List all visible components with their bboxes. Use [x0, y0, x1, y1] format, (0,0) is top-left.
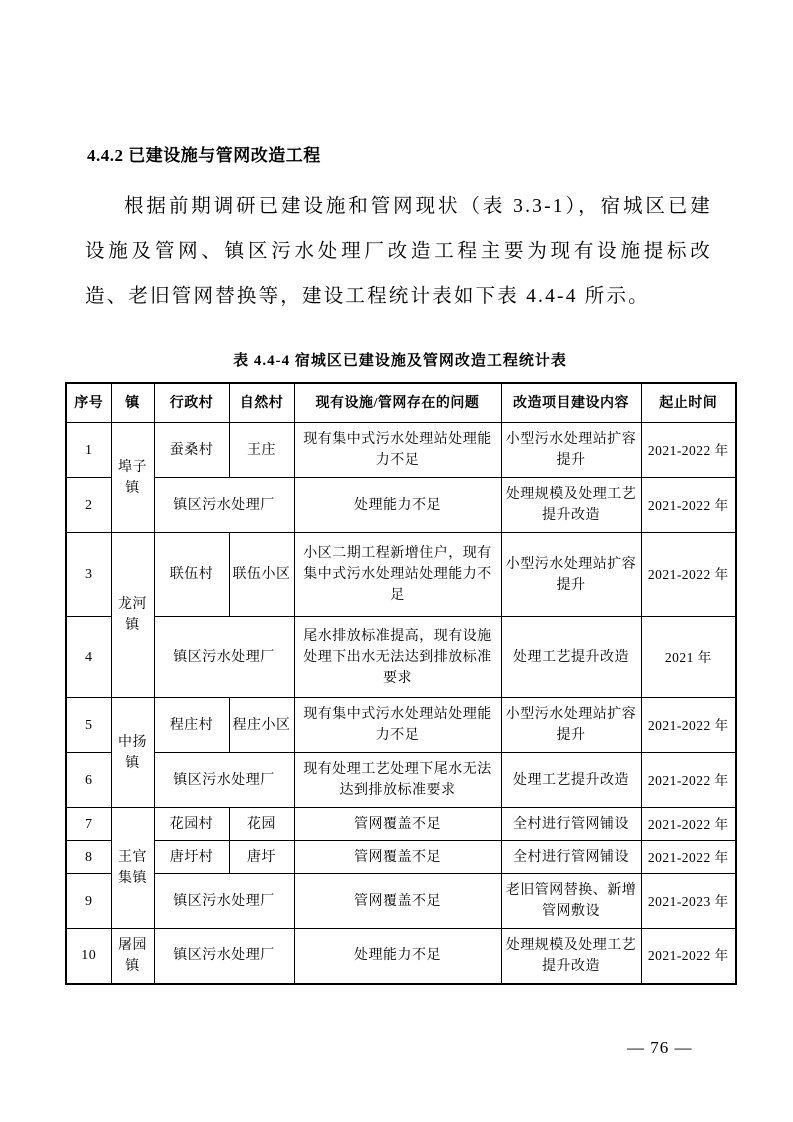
table-row — [66, 698, 736, 753]
table-row — [66, 808, 736, 841]
cell-town: 王官集镇 — [111, 808, 154, 929]
cell-no: 1 — [66, 423, 111, 478]
table-row — [66, 533, 736, 617]
cell-village: 程庄村 — [154, 698, 229, 753]
cell-no: 4 — [66, 617, 111, 698]
table-title: 表 4.4-4 宿城区已建设施及管网改造工程统计表 — [233, 353, 567, 369]
cell-no: 10 — [66, 929, 111, 984]
cell-project: 全村进行管网铺设 — [501, 841, 641, 874]
cell-problem: 管网覆盖不足 — [294, 841, 501, 874]
cell-problem: 处理能力不足 — [294, 929, 501, 984]
cell-period: 2021-2022 年 — [641, 698, 736, 753]
cell-project: 小型污水处理站扩容提升 — [501, 423, 641, 478]
cell-village: 花园村 — [154, 808, 229, 841]
cell-facility: 镇区污水处理厂 — [154, 874, 294, 929]
cell-no: 7 — [66, 808, 111, 841]
cell-problem: 现有处理工艺处理下尾水无法达到排放标准要求 — [294, 753, 501, 808]
cell-no: 2 — [66, 478, 111, 533]
column-header-village: 行政村 — [154, 383, 229, 423]
cell-project: 老旧管网替换、新增管网敷设 — [501, 874, 641, 929]
cell-period: 2021-2022 年 — [641, 841, 736, 874]
cell-project: 全村进行管网铺设 — [501, 808, 641, 841]
stats-table — [65, 382, 737, 985]
column-header-no: 序号 — [66, 383, 111, 423]
cell-period: 2021-2022 年 — [641, 808, 736, 841]
cell-town: 龙河镇 — [111, 533, 154, 698]
column-header-problem: 现有设施/管网存在的问题 — [294, 383, 501, 423]
cell-problem: 尾水排放标准提高，现有设施处理下出水无法达到排放标准要求 — [294, 617, 501, 698]
cell-project: 小型污水处理站扩容提升 — [501, 698, 641, 753]
column-header-town: 镇 — [111, 383, 154, 423]
cell-no: 9 — [66, 874, 111, 929]
cell-problem: 小区二期工程新增住户，现有集中式污水处理站处理能力不足 — [294, 533, 501, 617]
cell-problem: 管网覆盖不足 — [294, 874, 501, 929]
table-row — [66, 617, 736, 698]
cell-period: 2021-2022 年 — [641, 533, 736, 617]
cell-facility: 镇区污水处理厂 — [154, 478, 294, 533]
table-row — [66, 478, 736, 533]
cell-period: 2021-2022 年 — [641, 478, 736, 533]
table-row — [66, 841, 736, 874]
cell-period: 2021-2022 年 — [641, 753, 736, 808]
cell-hamlet: 唐圩 — [229, 841, 294, 874]
cell-period: 2021-2022 年 — [641, 929, 736, 984]
cell-facility: 镇区污水处理厂 — [154, 929, 294, 984]
cell-town: 埠子镇 — [111, 423, 154, 533]
cell-facility: 镇区污水处理厂 — [154, 617, 294, 698]
page-number: — 76 — — [627, 1038, 693, 1057]
cell-facility: 镇区污水处理厂 — [154, 753, 294, 808]
cell-hamlet: 联伍小区 — [229, 533, 294, 617]
table-row — [66, 929, 736, 984]
table-row — [66, 753, 736, 808]
cell-town: 中扬镇 — [111, 698, 154, 808]
cell-problem: 现有集中式污水处理站处理能力不足 — [294, 698, 501, 753]
cell-project: 处理工艺提升改造 — [501, 753, 641, 808]
cell-project: 小型污水处理站扩容提升 — [501, 533, 641, 617]
cell-town: 屠园镇 — [111, 929, 154, 984]
cell-hamlet: 王庄 — [229, 423, 294, 478]
cell-village: 唐圩村 — [154, 841, 229, 874]
table-row — [66, 423, 736, 478]
cell-no: 8 — [66, 841, 111, 874]
section-heading: 4.4.2 已建设施与管网改造工程 — [87, 146, 321, 165]
cell-project: 处理规模及处理工艺提升改造 — [501, 478, 641, 533]
cell-hamlet: 花园 — [229, 808, 294, 841]
cell-hamlet: 程庄小区 — [229, 698, 294, 753]
cell-village: 联伍村 — [154, 533, 229, 617]
body-paragraph: 根据前期调研已建设施和管网现状（表 3.3-1），宿城区已建设施及管网、镇区污水处理厂改造工程主要为现有设施提标改造、老旧管网替换等，建设工程统计表如下表 4.4-4 所示。 — [85, 196, 712, 307]
cell-project: 处理工艺提升改造 — [501, 617, 641, 698]
cell-no: 6 — [66, 753, 111, 808]
cell-no: 3 — [66, 533, 111, 617]
cell-no: 5 — [66, 698, 111, 753]
table-row — [66, 874, 736, 929]
column-header-project: 改造项目建设内容 — [501, 383, 641, 423]
cell-period: 2021-2022 年 — [641, 423, 736, 478]
cell-problem: 处理能力不足 — [294, 478, 501, 533]
cell-project: 处理规模及处理工艺提升改造 — [501, 929, 641, 984]
cell-period: 2021-2023 年 — [641, 874, 736, 929]
cell-problem: 现有集中式污水处理站处理能力不足 — [294, 423, 501, 478]
cell-village: 蚕桑村 — [154, 423, 229, 478]
cell-period: 2021 年 — [641, 617, 736, 698]
header-row — [66, 383, 736, 423]
column-header-hamlet: 自然村 — [229, 383, 294, 423]
column-header-period: 起止时间 — [641, 383, 736, 423]
cell-problem: 管网覆盖不足 — [294, 808, 501, 841]
